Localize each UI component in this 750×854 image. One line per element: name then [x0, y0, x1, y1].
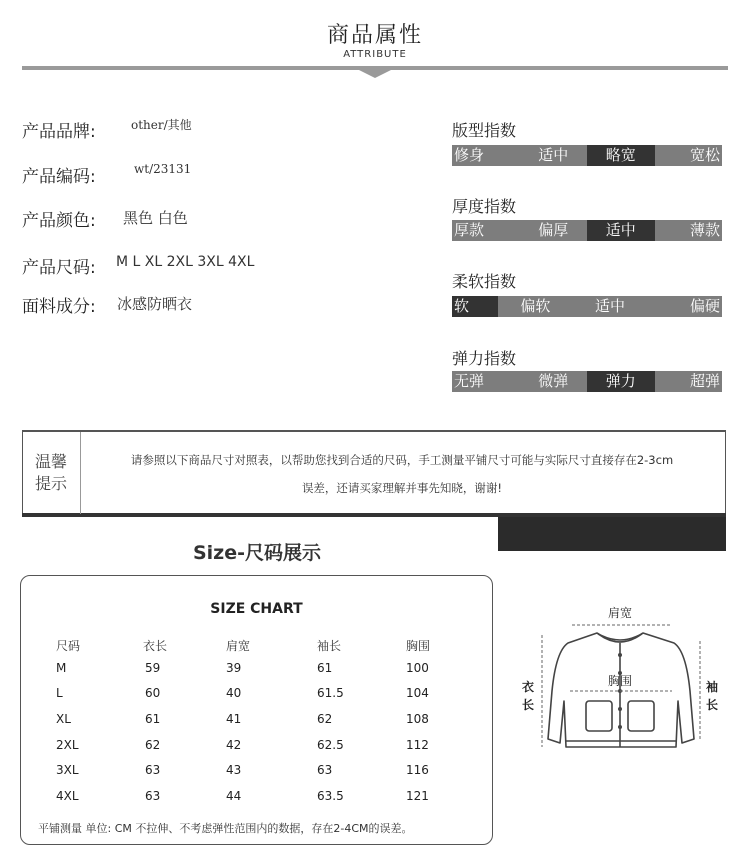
notice-heading [22, 432, 81, 514]
index-thickness-option: 薄款 [689, 221, 720, 239]
index-thickness-option: 厚款 [454, 221, 485, 239]
size-cell: 39 [226, 661, 242, 675]
size-cell: 61.5 [317, 686, 344, 700]
notice-line1: 请参照以下商品尺寸对照表，以帮助您找到合适的尺码，手工测量平铺尺寸可能与实际尺寸直接存在2-3cm [130, 453, 674, 467]
size-cell: 42 [226, 738, 242, 752]
index-elasticity-option: 无弹 [454, 372, 485, 390]
index-thickness-bar [452, 220, 722, 241]
col-header-chest: 胸围 [406, 639, 431, 653]
index-elasticity-option: 超弹 [689, 372, 720, 390]
size-row-label: 3XL [56, 763, 79, 777]
size-cell: 61 [317, 661, 333, 675]
attr-code-label: 产品编码: [22, 167, 96, 187]
index-softness-option: 适中 [595, 297, 626, 315]
attr-fabric-label: 面料成分: [22, 297, 96, 317]
index-softness-option-selected: 软 [452, 296, 498, 317]
size-cell: 44 [226, 789, 242, 803]
section-subtitle: ATTRIBUTE [343, 49, 407, 60]
diagram-length-label-top: 衣 [521, 680, 535, 694]
size-cell: 108 [406, 712, 429, 726]
size-row-label: 4XL [56, 789, 79, 803]
size-cell: 63.5 [317, 789, 344, 803]
col-header-sleeve: 袖长 [317, 639, 342, 653]
size-cell: 121 [406, 789, 429, 803]
attr-color-label: 产品颜色: [22, 211, 96, 231]
index-elasticity-bar [452, 371, 722, 392]
size-chart-footnote: 平铺测量 单位: CM 不拉伸、不考虑弹性范围内的数据，存在2-4CM的误差。 [38, 822, 413, 835]
header-dark-band [514, 517, 726, 551]
size-cell: 116 [406, 763, 429, 777]
attr-brand-value: other/其他 [131, 118, 192, 132]
index-thickness-option: 偏厚 [538, 221, 569, 239]
col-header-shoulder: 肩宽 [226, 639, 251, 653]
notice-heading-line1: 温馨 [34, 452, 67, 471]
index-fit-option: 修身 [454, 146, 485, 164]
index-fit-option-selected: 略宽 [587, 145, 655, 166]
attr-size-value: M L XL 2XL 3XL 4XL [116, 254, 255, 270]
size-cell: 100 [406, 661, 429, 675]
size-section-title: Size-尺码展示 [192, 542, 322, 564]
diagram-sleeve-label-top: 袖 [705, 680, 719, 694]
index-softness-bar [452, 296, 722, 317]
attr-code-value: wt/23131 [134, 162, 192, 176]
attr-brand-label: 产品品牌: [22, 122, 96, 142]
size-cell: 60 [145, 686, 161, 700]
garment-pocket-left [586, 701, 612, 731]
index-softness-option: 偏软 [520, 297, 551, 315]
index-softness-title: 柔软指数 [452, 272, 517, 291]
size-cell: 62 [317, 712, 333, 726]
size-row-label: XL [56, 712, 71, 726]
index-thickness-option-selected: 适中 [587, 220, 655, 241]
garment-pocket-right [628, 701, 654, 731]
size-row-label: 2XL [56, 738, 79, 752]
size-cell: 63 [145, 789, 161, 803]
index-fit-bar [452, 145, 722, 166]
attr-color-value: 黑色 白色 [123, 209, 188, 227]
notice-heading-line2: 提示 [34, 474, 67, 493]
size-cell: 62 [145, 738, 161, 752]
size-row-label: L [56, 686, 63, 700]
index-fit-title: 版型指数 [452, 121, 517, 140]
size-cell: 62.5 [317, 738, 344, 752]
size-cell: 43 [226, 763, 242, 777]
col-header-length: 衣长 [143, 639, 168, 653]
col-header-size: 尺码 [56, 639, 81, 653]
size-cell: 40 [226, 686, 242, 700]
diagram-sleeve-label-bottom: 长 [705, 698, 719, 712]
size-cell: 104 [406, 686, 429, 700]
size-row-label: M [56, 661, 67, 675]
index-fit-option: 宽松 [689, 146, 720, 164]
index-elasticity-title: 弹力指数 [452, 349, 517, 368]
garment-diagram [514, 551, 726, 851]
attr-fabric-value: 冰感防晒衣 [117, 295, 193, 313]
size-cell: 41 [226, 712, 242, 726]
size-cell: 59 [145, 661, 161, 675]
attr-size-label: 产品尺码: [22, 258, 96, 278]
notice-text [82, 446, 722, 502]
index-elasticity-option: 微弹 [538, 372, 569, 390]
index-thickness-title: 厚度指数 [452, 197, 517, 216]
diagram-length-label-bottom: 长 [521, 698, 535, 712]
diagram-chest-label: 胸围 [607, 674, 633, 688]
section-title: 商品属性 [326, 23, 423, 48]
header-dark-block [498, 517, 514, 551]
index-softness-option: 偏硬 [690, 297, 721, 315]
diagram-shoulder-label: 肩宽 [607, 606, 633, 620]
notice-line2: 误差，还请买家理解并事先知晓，谢谢! [301, 481, 503, 495]
index-fit-option: 适中 [538, 146, 569, 164]
size-chart-title: SIZE CHART [210, 601, 303, 617]
index-elasticity-option-selected: 弹力 [587, 371, 655, 392]
size-cell: 63 [317, 763, 333, 777]
size-cell: 63 [145, 763, 161, 777]
header-triangle-icon [357, 69, 393, 78]
size-cell: 61 [145, 712, 161, 726]
size-cell: 112 [406, 738, 429, 752]
